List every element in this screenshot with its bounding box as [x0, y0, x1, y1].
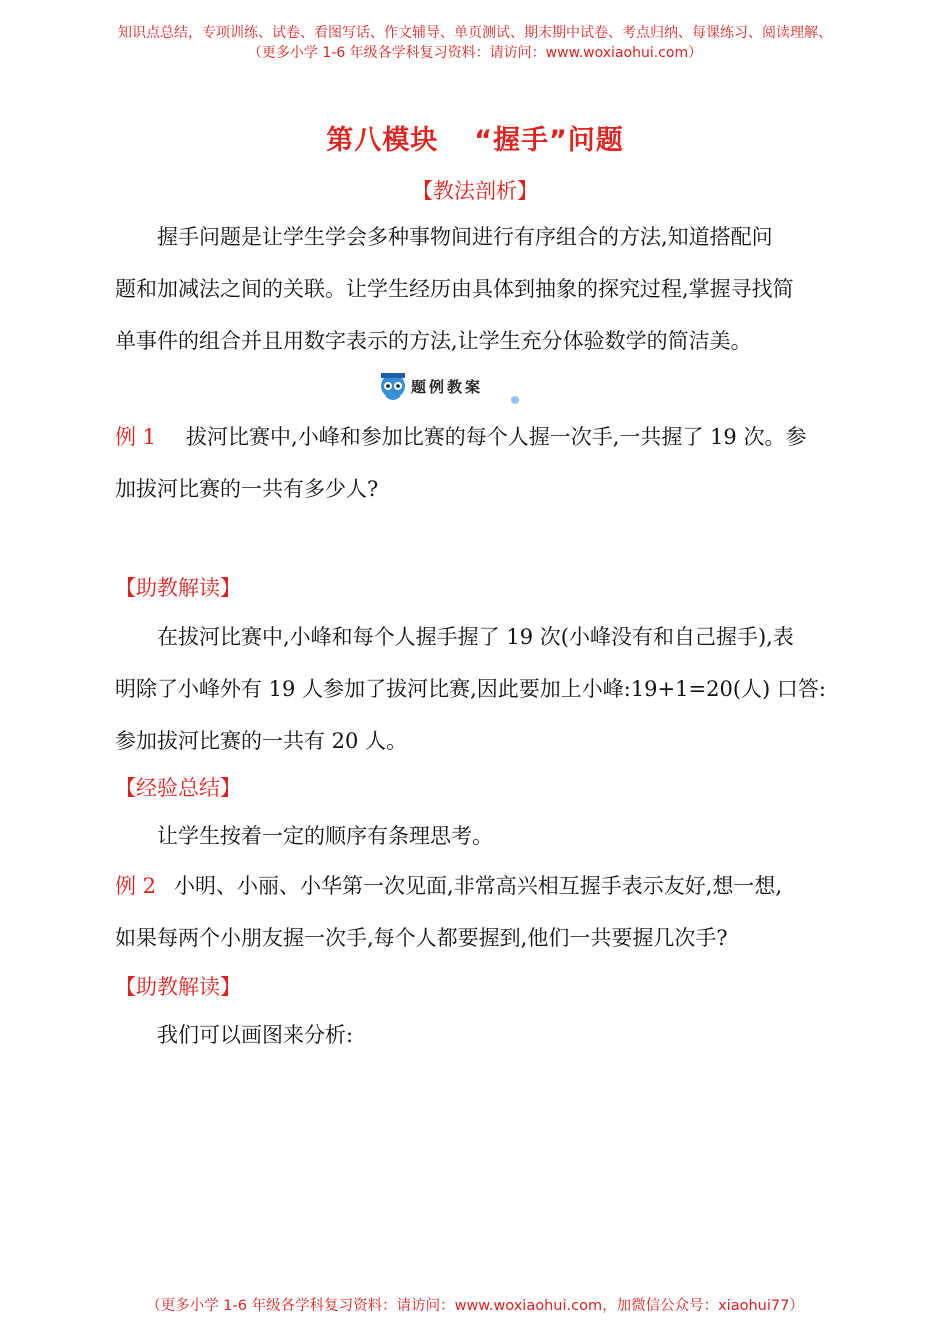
- example-2-line-2: 如果每两个小朋友握一次手,每个人都要握到,他们一共要握几次手?: [115, 926, 728, 950]
- interpret-2-text: 我们可以画图来分析:: [157, 1023, 354, 1047]
- example-2-line-1: 小明、小丽、小华第一次见面,非常高兴相互握手表示友好,想一想,: [174, 874, 783, 898]
- summary-paragraph: [115, 810, 840, 862]
- footer-banner: （更多小学 1-6 年级各学科复习资料：请访问：www.woxiaohui.com，加微信公众号：xiaohui77）: [146, 1298, 804, 1314]
- method-line-2: 题和加减法之间的关联。让学生经历由具体到抽象的探究过程,掌握寻找简: [115, 277, 794, 301]
- method-paragraph: [115, 211, 840, 367]
- divider-label: 题例教案: [411, 378, 484, 396]
- method-label: 【教法剖析】: [412, 179, 538, 203]
- interpret-1-line-2: 明除了小峰外有 19 人参加了拔河比赛,因此要加上小峰:19+1=20(人) 口答:: [115, 677, 826, 701]
- interpret-1-paragraph: [115, 611, 840, 767]
- title-topic: “握手”问题: [474, 125, 624, 156]
- interpret-1-line-1: 在拔河比赛中,小峰和每个人握手握了 19 次(小峰没有和自己握手),表: [157, 625, 794, 649]
- interpret-2-paragraph: [115, 1009, 840, 1061]
- method-line-1: 握手问题是让学生学会多种事物间进行有序组合的方法,知道搭配问: [157, 225, 773, 249]
- example-1-line-2: 加拔河比赛的一共有多少人?: [115, 477, 379, 501]
- interpret-2-label: 【助教解读】: [115, 975, 241, 999]
- example-2-label: 例 2: [115, 874, 157, 898]
- example-divider: [115, 370, 840, 410]
- interpret-1-line-3: 参加拔河比赛的一共有 20 人。: [115, 729, 408, 753]
- example-2: [115, 860, 840, 964]
- header-banner-line-1: 知识点总结，专项训练、试卷、看图写话、作文辅导、单页测试、期末期中试卷、考点归纳、每课练习、阅读理解、: [118, 25, 832, 41]
- example-1-label: 例 1: [115, 425, 157, 449]
- example-1: [115, 411, 840, 515]
- interpret-1-label: 【助教解读】: [115, 576, 241, 600]
- owl-icon: [381, 373, 405, 400]
- header-banner-line-2: （更多小学 1-6 年级各学科复习资料：请访问：www.woxiaohui.com）: [247, 45, 703, 61]
- title-module: 第八模块: [326, 125, 439, 156]
- summary-label: 【经验总结】: [115, 776, 241, 800]
- summary-text: 让学生按着一定的顺序有条理思考。: [157, 824, 493, 848]
- example-1-line-1: 拔河比赛中,小峰和参加比赛的每个人握一次手,一共握了 19 次。参: [186, 425, 807, 449]
- page-title: [0, 118, 950, 157]
- method-line-3: 单事件的组合并且用数字表示的方法,让学生充分体验数学的简洁美。: [115, 329, 752, 353]
